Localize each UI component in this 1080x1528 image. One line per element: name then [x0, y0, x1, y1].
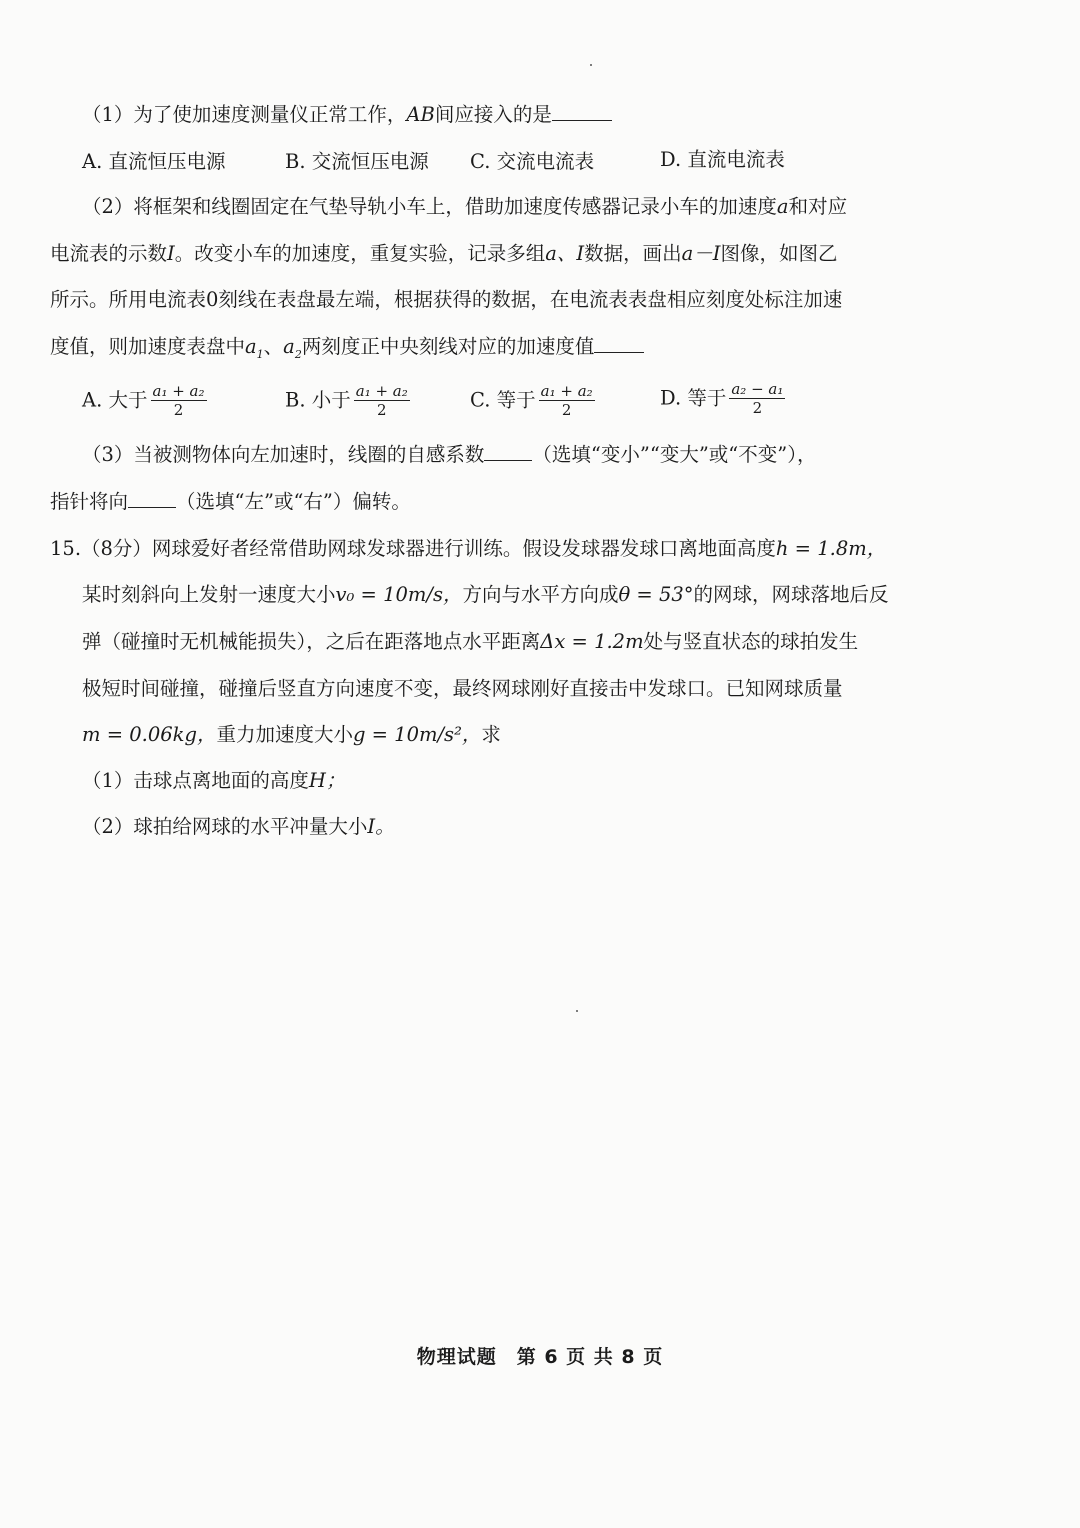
q14-part2-option-d: [660, 381, 785, 417]
text: （3）当被测物体向左加速时，线圈的自感系数: [82, 443, 485, 466]
option-text: 直流恒压电源: [108, 150, 226, 173]
text: 。改变小车的加速度，重复实验，记录多组: [174, 242, 546, 265]
fraction: [539, 383, 595, 419]
q14-part1-tail: 间应接入的是: [434, 103, 552, 126]
q14-part2-line3: [50, 285, 842, 315]
page-footer: 物理试题 第 6 页 共 8 页: [416, 1346, 664, 1368]
option-label: A.: [82, 150, 103, 173]
denominator: 2: [173, 401, 184, 419]
option-label: A.: [82, 388, 103, 412]
text: （2）将框架和线圈固定在气垫导轨小车上，借助加速度传感器记录小车的加速度: [82, 195, 777, 218]
q14-part2-option-a: [82, 383, 207, 419]
text: 和对应: [788, 195, 848, 218]
var-a1: $a_1$: [245, 335, 264, 361]
text: 方向与水平方向成: [462, 583, 619, 606]
answer-blank: [484, 442, 532, 461]
numerator: a₁ + a₂: [540, 382, 593, 400]
answer-blank: [128, 489, 176, 508]
velocity-value: v₀ = 10m/s，: [335, 583, 463, 606]
numerator: a₂ − a₁: [731, 380, 784, 398]
text: 求: [481, 723, 501, 746]
distance-value: Δx = 1.2m: [540, 630, 644, 653]
q14-part2-option-c: [470, 383, 595, 419]
text: （1）击球点离地面的高度: [82, 769, 309, 792]
option-text: 大于: [108, 388, 148, 412]
q14-part1-stem: [82, 100, 612, 130]
text: （选填“变小”“变大”或“不变”），: [532, 443, 817, 466]
q14-part1-text: （1）为了使加速度测量仪正常工作，: [82, 103, 407, 126]
text: 弹（碰撞时无机械能损失），之后在距落地点水平距离: [82, 630, 541, 653]
q15-sub2: [82, 812, 395, 842]
text: 的网球，网球落地后反: [693, 583, 889, 606]
denominator: 2: [376, 401, 387, 419]
fraction: [729, 381, 785, 417]
fraction: [151, 383, 207, 419]
option-label: C.: [470, 150, 491, 173]
answer-blank: [552, 102, 612, 121]
text: 图像，如图乙: [720, 242, 838, 265]
scan-speck: [576, 1010, 578, 1012]
q14-part1-option-a: [82, 147, 226, 177]
option-text: 等于: [496, 388, 536, 412]
text: 极短时间碰撞，碰撞后竖直方向速度不变，最终网球刚好直接击中发球口。已知网球质量: [82, 677, 843, 700]
q14-part3-line1: [82, 440, 817, 470]
q15-line3: [82, 627, 858, 657]
mass-value: m = 0.06kg，: [82, 723, 217, 746]
option-label: D.: [660, 386, 682, 410]
option-text: 等于: [687, 386, 727, 410]
text: 指针将向: [50, 490, 129, 513]
answer-blank: [594, 334, 644, 353]
var-a2: $a_2$: [283, 335, 302, 361]
numerator: a₁ + a₂: [355, 382, 408, 400]
scan-speck: [590, 64, 592, 66]
numerator: a₁ + a₂: [152, 382, 205, 400]
var-i: I: [167, 242, 175, 265]
q14-part3-line2: [50, 487, 411, 517]
var-i: I。: [367, 815, 395, 838]
q14-part2-line2: [50, 239, 837, 269]
text: 度值，则加速度表盘中: [50, 335, 246, 358]
text: 、: [263, 335, 284, 358]
option-label: B.: [285, 150, 306, 173]
q14-part2-line4: [50, 332, 644, 370]
option-text: 交流电流表: [496, 150, 595, 173]
option-label: D.: [660, 148, 682, 171]
q14-part2-option-b: [285, 383, 410, 419]
text: 两刻度正中央刻线对应的加速度值: [301, 335, 595, 358]
text: （选填“左”或“右”）偏转。: [176, 490, 411, 513]
var-a: a: [776, 195, 789, 218]
angle-value: θ = 53°: [618, 583, 694, 606]
height-value: h = 1.8m，: [775, 537, 887, 560]
graph-name: a－I: [681, 242, 721, 265]
option-text: 直流电流表: [687, 148, 785, 171]
option-label: B.: [285, 388, 306, 412]
option-label: C.: [470, 388, 491, 412]
text: 处与竖直状态的球拍发生: [643, 630, 859, 653]
q15-sub1: [82, 766, 345, 796]
text: 所示。所用电流表0刻线在表盘最左端，根据获得的数据，在电流表表盘相应刻度处标注加速: [50, 288, 843, 311]
var-h: H；: [308, 769, 346, 792]
q15-line4: [82, 674, 843, 704]
q14-part2-line1: [82, 192, 847, 222]
q15-line1: [50, 534, 886, 564]
option-text: 小于: [311, 388, 351, 412]
text: （2）球拍给网球的水平冲量大小: [82, 815, 368, 838]
q14-part1-option-d: [660, 145, 785, 175]
denominator: 2: [752, 399, 763, 417]
denominator: 2: [561, 401, 572, 419]
fraction: [354, 383, 410, 419]
q15-line2: [82, 580, 889, 610]
option-text: 交流恒压电源: [311, 150, 429, 173]
var-a-i: a、I: [545, 242, 585, 265]
q15-line5: [82, 720, 501, 750]
text: 某时刻斜向上发射一速度大小: [82, 583, 336, 606]
text: 重力加速度大小: [216, 723, 353, 746]
text: 数据，画出: [584, 242, 682, 265]
q14-part1-option-b: [285, 147, 429, 177]
q14-part1-ab: AB: [406, 103, 435, 126]
text: 15.（8分）网球爱好者经常借助网球发球器进行训练。假设发球器发球口离地面高度: [50, 537, 776, 560]
q14-part1-option-c: [470, 147, 594, 177]
text: 电流表的示数: [50, 242, 168, 265]
gravity-value: g = 10m/s²，: [352, 723, 482, 746]
